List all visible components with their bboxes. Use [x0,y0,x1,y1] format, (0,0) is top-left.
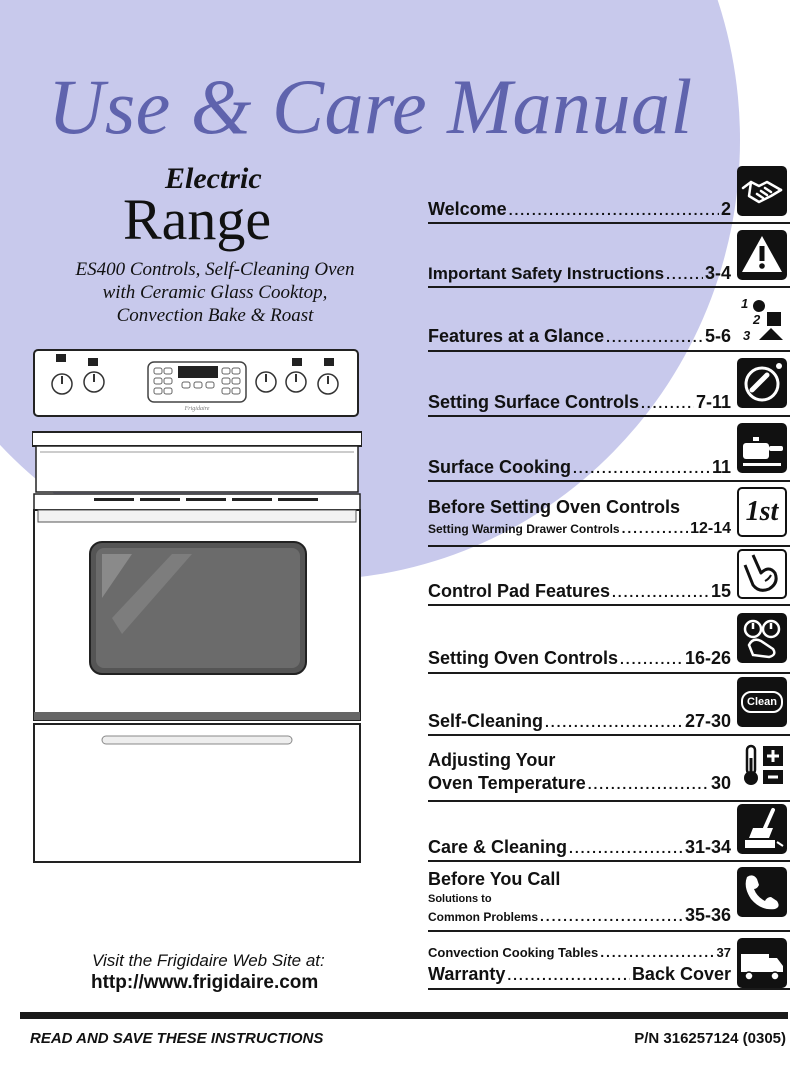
control-knob-icon [737,358,787,408]
toc-label: Convection Cooking Tables [428,945,599,960]
toc-entry-oven-temp[interactable] [428,750,731,794]
toc-label: Before Setting Oven Controls [428,497,681,517]
toc-entry-surface-controls[interactable] [428,392,731,413]
range-illustration [32,348,362,868]
website-prompt: Visit the Frigidaire Web Site at: [92,951,325,970]
truck-icon [737,938,787,988]
toc-page: 35-36 [684,905,731,925]
divider [428,545,790,547]
toc-sublabel: Solutions to [428,893,492,905]
toc-entry-self-cleaning[interactable] [428,711,731,732]
toc-page: 37 [716,945,731,960]
toc-label: Control Pad Features [428,581,611,601]
toc-page: 15 [710,581,731,601]
toc-page: 12-14 [690,520,731,537]
manual-title: Use & Care Manual [48,63,693,150]
svg-text:3: 3 [743,328,751,342]
toc-page: 31-34 [684,837,731,857]
telephone-icon [737,867,787,917]
divider [428,286,790,288]
footer-instructions: READ AND SAVE THESE INSTRUCTIONS [30,1030,324,1047]
toc-label: Warranty [428,964,506,984]
toc-label: Care & Cleaning [428,837,568,857]
toc-label: Setting Oven Controls [428,648,619,668]
toc-page: 3-4 [704,263,731,283]
toc-entry-warranty[interactable] [428,964,731,985]
clean-icon-text: Clean [741,691,783,713]
warning-icon [737,230,787,280]
product-name: Range [123,187,272,252]
toc-entry-before-oven[interactable] [428,497,731,538]
part-number: P/N 316257124 (0305) [634,1030,786,1047]
toc-page: 7-11 [695,392,731,412]
divider [428,860,790,862]
toc-label: Features at a Glance [428,326,605,346]
toc-label: Oven Temperature [428,773,586,793]
svg-text:2: 2 [753,312,761,327]
divider [428,734,790,736]
divider [428,800,790,802]
toc-entry-features[interactable] [428,326,731,347]
hand-knob-icon [737,613,787,663]
scrub-brush-icon [737,804,787,854]
divider [428,415,790,417]
first-icon [737,487,787,537]
toc-entry-before-you-call[interactable] [428,869,731,926]
handshake-icon [737,166,787,216]
finger-press-icon [737,549,787,599]
divider [428,604,790,606]
first-icon-text: 1st [745,496,779,527]
shapes-numbers-icon [737,294,787,344]
toc-page: 30 [710,773,731,793]
toc-entry-surface-cooking[interactable] [428,457,731,478]
toc-page: 2 [720,199,731,219]
subtitle-line: ES400 Controls, Self-Cleaning Oven [75,259,355,280]
thermometer-icon [737,740,787,790]
toc-entry-safety[interactable] [428,263,731,284]
toc-entry-care-cleaning[interactable] [428,837,731,858]
toc-label: Welcome [428,199,507,219]
footer-rule [20,1012,788,1019]
svg-text:1: 1 [741,296,749,311]
clean-icon [737,677,787,727]
subtitle-line: Convection Bake & Roast [116,305,314,326]
toc-page: 16-26 [684,648,731,668]
divider [428,480,790,482]
toc-entry-convection-tables[interactable] [428,944,731,960]
divider [428,222,790,224]
toc-page: 27-30 [684,711,731,731]
saucepan-icon [737,423,787,473]
toc-label: Self-Cleaning [428,711,544,731]
divider [428,930,790,932]
toc-sublabel: Setting Warming Drawer Controls [428,522,620,536]
toc-page: 5-6 [704,326,731,346]
toc-label: Important Safety Instructions [428,264,665,283]
toc-page: 11 [711,457,731,477]
toc-entry-oven-controls[interactable] [428,648,731,669]
toc-label: Before You Call [428,869,561,889]
subtitle-line: with Ceramic Glass Cooktop, [102,282,328,303]
divider [428,988,790,990]
product-subtitle [40,258,390,327]
toc-sublabel: Common Problems [428,910,539,924]
toc-label: Setting Surface Controls [428,392,640,412]
toc-page: Back Cover [631,964,731,984]
product-type: Electric [165,162,262,195]
brand-label: Frigidaire [184,406,210,412]
divider [428,350,790,352]
toc-entry-welcome[interactable] [428,199,731,220]
divider [428,672,790,674]
toc-label: Adjusting Your [428,750,556,770]
toc-label: Surface Cooking [428,457,572,477]
website-link[interactable]: http://www.frigidaire.com [91,972,319,993]
toc-entry-control-pad[interactable] [428,581,731,602]
